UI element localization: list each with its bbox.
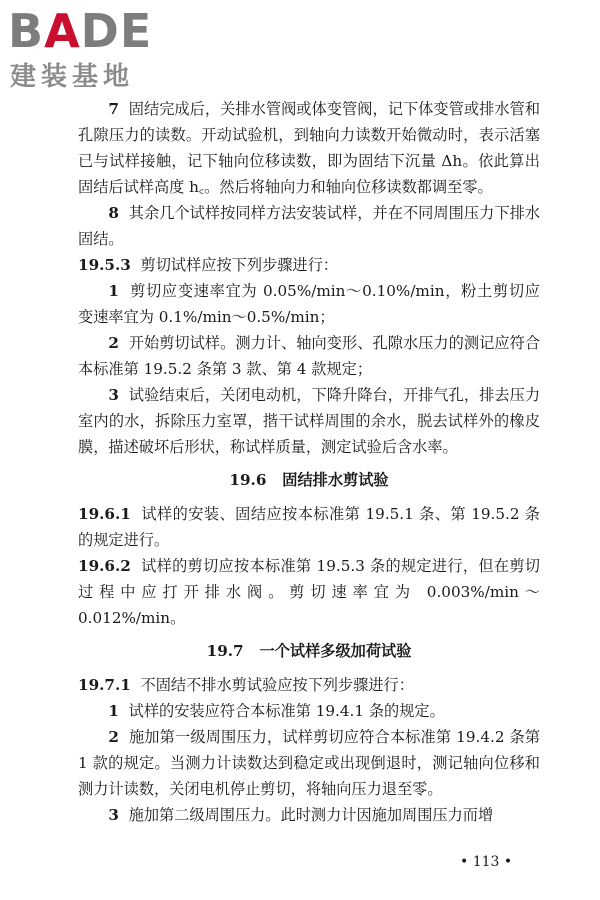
clause-19-5-3-item-3: 3 试验结束后，关闭电动机，下降升降台，开排气孔，排去压力室内的水，拆除压力室罩，揩干试样周围的余水，脱去试样外的橡皮膜，描述破坏后形状，称试样质量，测定试验后含水率。 xyxy=(78,386,540,456)
section-heading-19-7: 19.7 一个试样多级加荷试验 xyxy=(206,642,412,660)
logo-wordmark: BADE xyxy=(8,4,153,58)
clause-19-6-2: 19.6.2 试样的剪切应按本标准第 19.5.3 条的规定进行，但在剪切过程中应打开排水阀。剪切速率宜为 0.003%/min～0.012%/min。 xyxy=(78,557,540,627)
clause-19-7-1-item-1: 1 试样的安装应符合本标准第 19.4.1 条的规定。 xyxy=(108,702,445,720)
paragraph-item-7: 7 固结完成后，关排水管阀或体变管阀，记下体变管或排水管和孔隙压力的读数。开动试验机，到轴向力读数开始微动时，表示活塞已与试样接触，记下轴向位移读数，即为固结下沉量 Δh。依此算出固结后试样高度 h꜀。然后将轴向力和轴向位移读数都调至零。 xyxy=(78,100,540,196)
clause-19-5-3-item-1: 1 剪切应变速率宜为 0.05%/min～0.10%/min，粉土剪切应变速率宜为 0.1%/min～0.5%/min； xyxy=(78,282,540,326)
logo-red-a: A xyxy=(44,4,81,58)
clause-19-5-3-item-2: 2 开始剪切试样。测力计、轴向变形、孔隙水压力的测记应符合本标准第 19.5.2 条第 3 款、第 4 款规定； xyxy=(78,334,540,378)
logo-subtitle: 建装基地 xyxy=(10,62,135,92)
clause-19-5-3: 19.5.3 剪切试样应按下列步骤进行： xyxy=(78,256,338,274)
clause-19-6-1: 19.6.1 试样的安装、固结应按本标准第 19.5.1 条、第 19.5.2 条的规定进行。 xyxy=(78,505,540,549)
brand-logo xyxy=(8,6,178,92)
page-number: • 113 • xyxy=(460,854,513,870)
clause-19-7-1-item-3: 3 施加第二级周围压力。此时测力计因施加周围压力而增 xyxy=(108,806,494,824)
paragraph-item-8: 8 其余几个试样按同样方法安装试样，并在不同周围压力下排水固结。 xyxy=(78,204,540,248)
clause-19-7-1: 19.7.1 不固结不排水剪试验应按下列步骤进行： xyxy=(78,676,414,694)
document-body xyxy=(78,96,540,828)
clause-19-7-1-item-2: 2 施加第一级周围压力，试样剪切应符合本标准第 19.4.2 条第 1 款的规定。当测力计读数达到稳定或出现倒退时，测记轴向位移和测力计读数，关闭电机停止剪切，将轴向压力退至零。 xyxy=(78,728,541,798)
section-heading-19-6: 19.6 固结排水剪试验 xyxy=(229,471,389,489)
